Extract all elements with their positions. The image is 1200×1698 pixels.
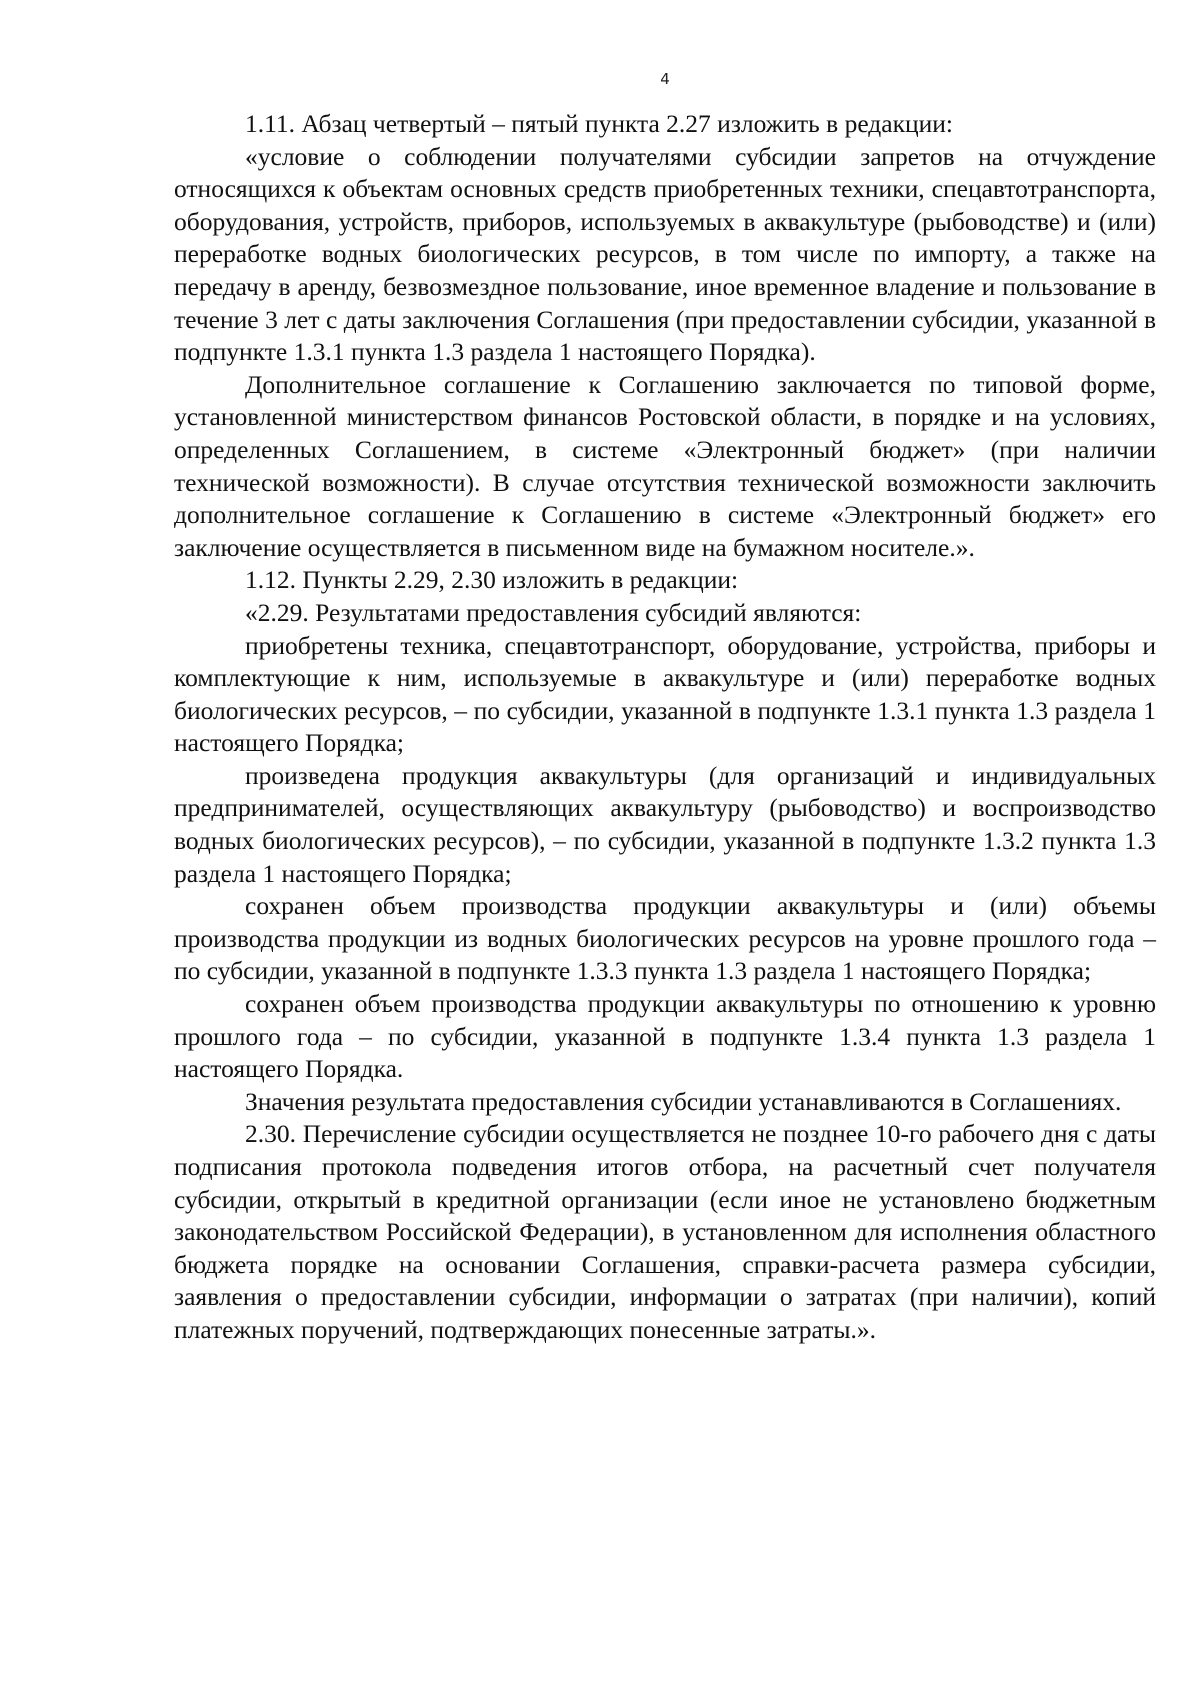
paragraph-additional-agreement: Дополнительное соглашение к Соглашению заключается по типовой форме, установленной министерством финансов Ростовской области, в порядке и на условиях, определенных Соглашением, в системе «Электронный бюджет» (при наличии технической возможности). В случае отсутствия технической возможности заключить дополнительное соглашение к Соглашению в системе «Электронный бюджет» его заключение осуществляется в письменном виде на бумажном носителе.».: [174, 369, 1156, 562]
paragraph-2-29-heading: «2.29. Результатами предоставления субсидий являются:: [245, 597, 862, 627]
document-body: [174, 108, 1156, 1347]
paragraph-result-volume-preserved: сохранен объем производства продукции аквакультуры и (или) объемы производства продукции из водных биологических ресурсов на уровне прошлого года – по субсидии, указанной в подпункте 1.3.3 пункта 1.3 раздела 1 настоящего Порядка;: [174, 891, 1156, 986]
paragraph-result-production: произведена продукция аквакультуры (для организаций и индивидуальных предпринимателей, осуществляющих аквакультуру (рыбоводство) и воспроизводство водных биологических ресурсов), – по субсидии, указанной в подпункте 1.3.2 пункта 1.3 раздела 1 настоящего Порядка;: [174, 760, 1156, 888]
paragraph-subsidy-condition: «условие о соблюдении получателями субсидии запретов на отчуждение относящихся к объектам основных средств приобретенных техники, спецавтотранспорта, оборудования, устройств, приборов, используемых в аквакультуре (рыбоводстве) и (или) переработке водных биологических ресурсов, в том числе по импорту, а также на передачу в аренду, безвозмездное пользование, иное временное владение и пользование в течение 3 лет с даты заключения Соглашения (при предоставлении субсидии, указанной в подпункте 1.3.1 пункта 1.3 раздела 1 настоящего Порядка).: [174, 141, 1156, 367]
paragraph-1-11-heading: 1.11. Абзац четвертый – пятый пункта 2.27 изложить в редакции:: [245, 109, 954, 138]
page-number: 4: [660, 70, 670, 88]
paragraph-1-12-heading: 1.12. Пункты 2.29, 2.30 изложить в редакции:: [245, 565, 739, 595]
paragraph-result-equipment: приобретены техника, спецавтотранспорт, оборудование, устройства, приборы и комплектующие к ним, используемые в аквакультуре и (или) переработке водных биологических ресурсов, – по субсидии, указанной в подпункте 1.3.1 пункта 1.3 раздела 1 настоящего Порядка;: [174, 630, 1156, 758]
paragraph-result-volume-level: сохранен объем производства продукции аквакультуры по отношению к уровню прошлого года – по субсидии, указанной в подпункте 1.3.4 пункта 1.3 раздела 1 настоящего Порядка.: [174, 989, 1156, 1084]
paragraph-2-30-transfer: 2.30. Перечисление субсидии осуществляется не позднее 10-го рабочего дня с даты подписания протокола подведения итогов отбора, на расчетный счет получателя субсидии, открытый в кредитной организации (если иное не установлено бюджетным законодательством Российской Федерации), в установленном для исполнения областного бюджета порядке на основании Соглашения, справки-расчета размера субсидии, заявления о предоставлении субсидии, информации о затратах (при наличии), копий платежных поручений, подтверждающих понесенные затраты.».: [174, 1119, 1156, 1344]
paragraph-result-values: Значения результата предоставления субсидии устанавливаются в Соглашениях.: [245, 1086, 1122, 1116]
